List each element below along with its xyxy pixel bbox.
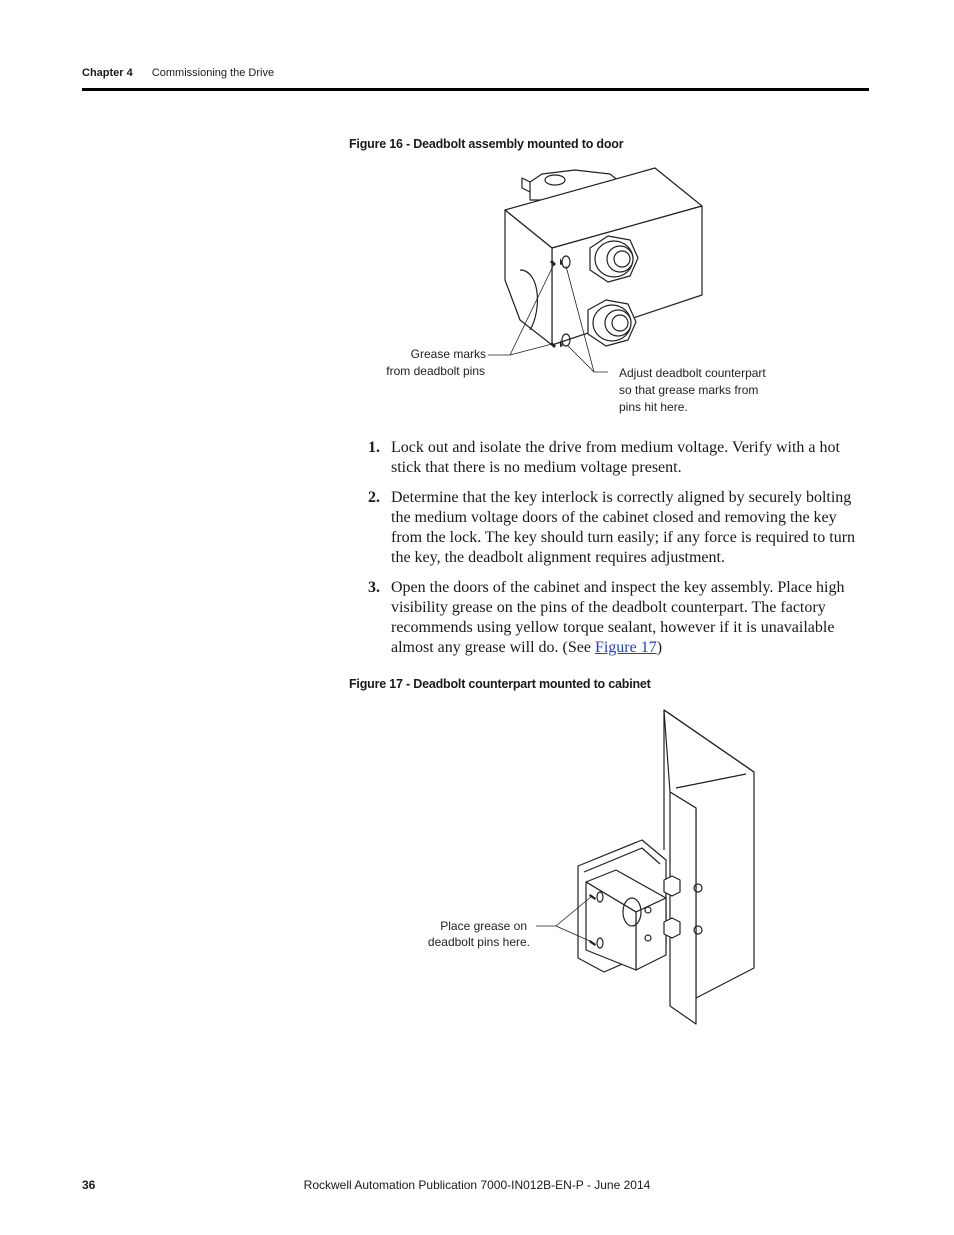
upper-lock-nut [590, 236, 638, 282]
page-number: 36 [82, 1178, 96, 1192]
step-text-end: ) [656, 639, 663, 656]
step-text: Determine that the key interlock is correctly aligned by securely bolting the medium voltage doors of the cabinet closed and removing the key from the lock. The key should turn easily; if any force is required to turn the key, the deadbolt alignment requires adjustment. [391, 489, 856, 566]
right-callout-line-1: Adjust deadbolt counterpart [619, 366, 766, 380]
step-number: 1. [368, 439, 380, 456]
step-text: Open the doors of the cabinet and inspect the key assembly. Place high visibility grease on the pins of the deadbolt counterpart. The factory recommends using yellow torque sealant, however if it is unavailable almost any grease will do. (See [391, 579, 845, 656]
figure-16-caption: Figure 16 - Deadbolt assembly mounted to door [349, 137, 624, 151]
left-callout-line-1: Grease marks [410, 347, 486, 361]
step-text: Lock out and isolate the drive from medium voltage. Verify with a hot stick that there is no medium voltage present. [391, 439, 840, 476]
step-3 [368, 578, 868, 658]
cabinet-angle-panel [664, 710, 754, 1024]
step-2 [368, 488, 868, 568]
figure-17-illustration [420, 700, 770, 1030]
right-callout-line-3: pins hit here. [619, 400, 688, 414]
left-callout-line-2: from deadbolt pins [386, 364, 485, 378]
lower-lock-nut [588, 300, 636, 346]
right-callout-line-2: so that grease marks from [619, 383, 759, 397]
publication-footer: Rockwell Automation Publication 7000-IN012B-EN-P - June 2014 [303, 1178, 651, 1192]
figure-16-illustration [380, 160, 780, 420]
chapter-label: Chapter 4 [82, 67, 133, 79]
figure-17-link[interactable]: Figure 17 [594, 639, 657, 656]
step-1 [368, 438, 868, 478]
procedure-steps [368, 438, 868, 668]
running-header [82, 67, 274, 79]
header-rule [82, 88, 869, 91]
figure-17-caption: Figure 17 - Deadbolt counterpart mounted to cabinet [349, 677, 651, 691]
grease-callout-line-2: deadbolt pins here. [427, 935, 530, 949]
step-number: 2. [368, 489, 380, 506]
grease-callout-line-1: Place grease on [440, 919, 527, 933]
section-label: Commissioning the Drive [151, 67, 275, 79]
step-number: 3. [368, 579, 380, 596]
